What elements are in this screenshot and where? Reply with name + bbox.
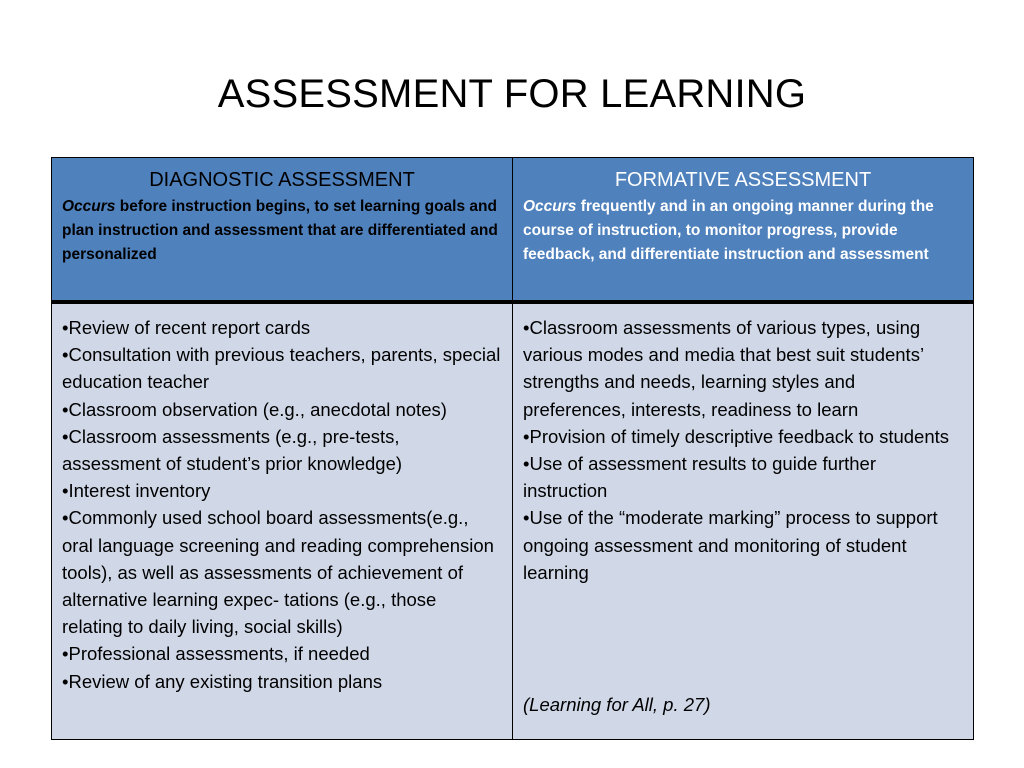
list-item: •Use of the “moderate marking” process to support ongoing assessment and monitoring of student learning xyxy=(523,507,938,583)
list-item: •Consultation with previous teachers, parents, special education teacher xyxy=(62,344,501,393)
list-item: •Provision of timely descriptive feedback to students xyxy=(523,425,950,447)
formative-header-cell xyxy=(513,158,974,303)
list-item: •Classroom assessments of various types, using various modes and media that best suit students’ strengths and needs, learning styles and preferences, interests, readiness to learn xyxy=(523,317,924,420)
formative-occurs-label: Occurs xyxy=(523,198,577,215)
list-item: •Review of any existing transition plans xyxy=(62,670,383,692)
formative-description-text: frequently and in an ongoing manner during the course of instruction, to monitor progress, provide feedback, and differentiate instruction and assessment xyxy=(523,198,934,263)
list-item: •Interest inventory xyxy=(62,480,211,502)
diagnostic-header-cell xyxy=(52,158,513,303)
slide-title: ASSESSMENT FOR LEARNING xyxy=(217,72,807,116)
table-header-row xyxy=(52,158,974,303)
list-item: •Professional assessments, if needed xyxy=(62,643,370,665)
formative-items-cell xyxy=(513,302,974,740)
diagnostic-description xyxy=(62,195,502,267)
list-item: •Classroom assessments (e.g., pre-tests, assessment of student’s prior knowledge) xyxy=(62,425,403,475)
assessment-table xyxy=(51,157,974,740)
list-item: •Review of recent report cards xyxy=(62,317,311,338)
diagnostic-occurs-label: Occurs xyxy=(62,198,116,215)
list-item: •Commonly used school board assessments(e.g., oral language screening and reading comprehension tools), as well as assessments of achievement of alternative learning expec- tations (e.g., those relating to daily living, social skills) xyxy=(62,507,494,638)
table-body-row xyxy=(52,302,974,740)
diagnostic-heading: DIAGNOSTIC ASSESSMENT xyxy=(149,169,415,191)
formative-description xyxy=(523,195,963,267)
list-item: •Classroom observation (e.g., anecdotal notes) xyxy=(62,398,447,420)
list-item: •Use of assessment results to guide further instruction xyxy=(523,453,876,502)
formative-heading: FORMATIVE ASSESSMENT xyxy=(614,169,872,191)
diagnostic-description-text: before instruction begins, to set learning goals and plan instruction and assessment that are differentiated and personalized xyxy=(62,198,498,263)
diagnostic-items-cell xyxy=(52,302,513,740)
citation: (Learning for All, p. 27) xyxy=(523,694,711,715)
